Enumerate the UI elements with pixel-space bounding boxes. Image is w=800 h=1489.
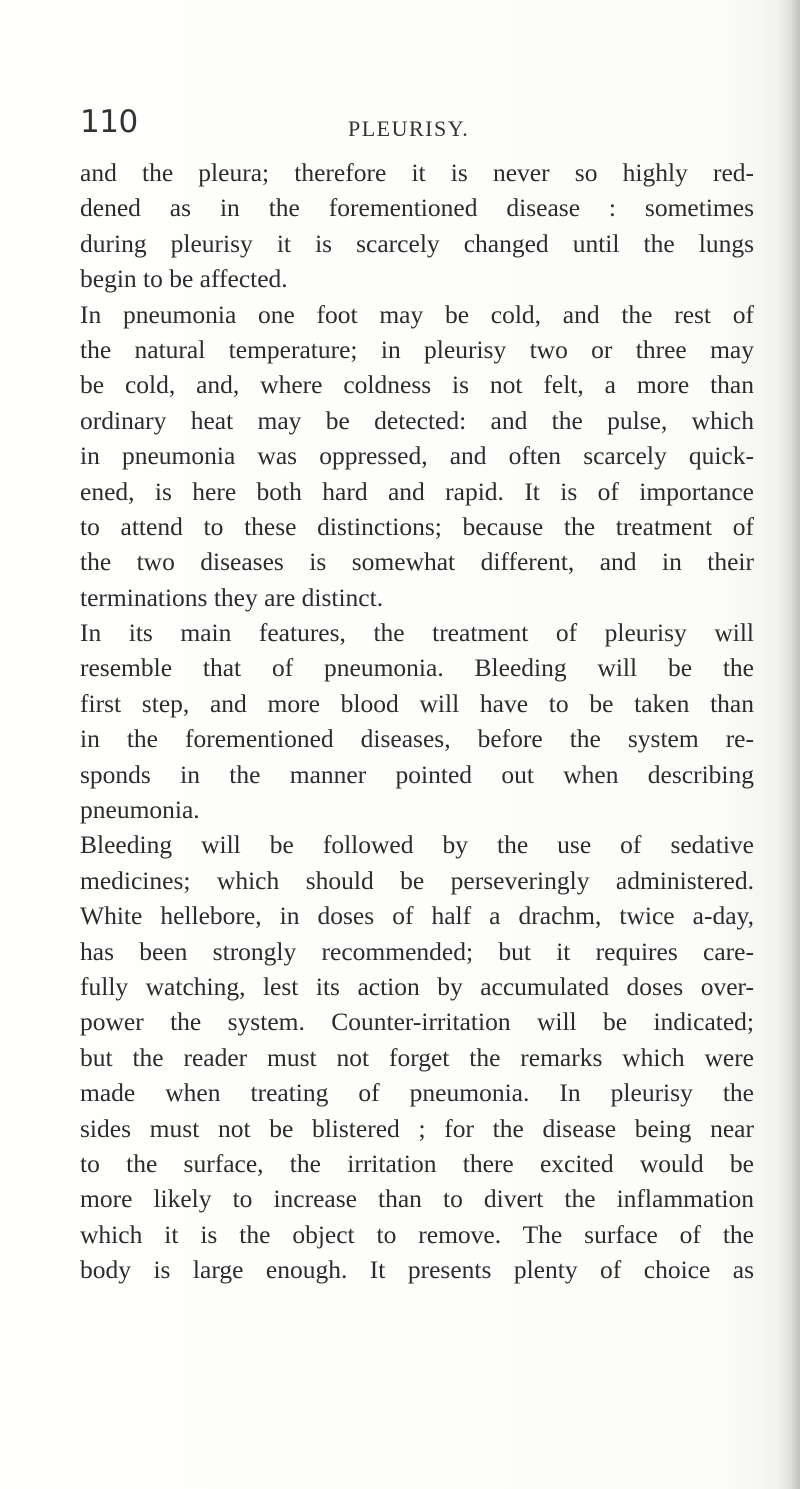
text-line: ordinary heat may be detected: and the pulse, which (80, 405, 754, 435)
text-line: medicines; which should be perseveringly administered. (80, 865, 754, 895)
body-text (80, 155, 754, 1288)
text-line: and the pleura; therefore it is never so highly red- (80, 158, 754, 187)
text-line: to the surface, the irritation there excited would be (80, 1148, 754, 1178)
running-head: PLEURISY. (348, 116, 470, 141)
text-line: ened, is here both hard and rapid. It is of importance (80, 476, 754, 506)
text-line: resemble that of pneumonia. Bleeding will be the (80, 653, 754, 683)
page-header (80, 104, 760, 148)
text-line: in pneumonia was oppressed, and often scarcely quick- (80, 441, 754, 471)
text-line: power the system. Counter-irritation will be indicated; (80, 1007, 754, 1037)
text-line: terminations they are distinct. (80, 582, 384, 612)
text-line: sponds in the manner pointed out when describing (80, 759, 754, 789)
text-line: to attend to these distinctions; because the treatment of (80, 511, 754, 541)
text-line: which it is the object to remove. The surface of the (80, 1219, 754, 1249)
text-line: sides must not be blistered ; for the disease being near (80, 1113, 754, 1143)
text-line: be cold, and, where coldness is not felt, a more than (80, 370, 754, 400)
text-line: pneumonia. (80, 795, 200, 825)
text-line: in the forementioned diseases, before the system re- (80, 724, 754, 754)
text-line: In its main features, the treatment of pleurisy will (80, 618, 754, 648)
text-line: dened as in the forementioned disease : sometimes (80, 193, 754, 223)
text-line: body is large enough. It presents plenty of choice as (80, 1255, 754, 1285)
text-line: the two diseases is somewhat different, and in their (80, 547, 754, 577)
text-line: during pleurisy it is scarcely changed until the lungs (80, 228, 754, 258)
text-line: fully watching, lest its action by accumulated doses over- (80, 971, 754, 1001)
page-edge-shadow (778, 0, 800, 1489)
text-line: begin to be affected. (80, 264, 288, 294)
text-line: Bleeding will be followed by the use of sedative (80, 830, 754, 860)
text-line: made when treating of pneumonia. In pleurisy the (80, 1078, 754, 1108)
text-line: In pneumonia one foot may be cold, and the rest of (80, 299, 754, 329)
text-line: but the reader must not forget the remarks which were (80, 1042, 754, 1072)
text-line: has been strongly recommended; but it requires care- (80, 936, 754, 966)
text-line: White hellebore, in doses of half a drachm, twice a-day, (80, 901, 754, 931)
text-line: the natural temperature; in pleurisy two or three may (80, 334, 754, 364)
page-number: 110 (80, 104, 138, 140)
text-line: first step, and more blood will have to be taken than (80, 688, 754, 718)
text-line: more likely to increase than to divert the inflammation (80, 1184, 754, 1214)
